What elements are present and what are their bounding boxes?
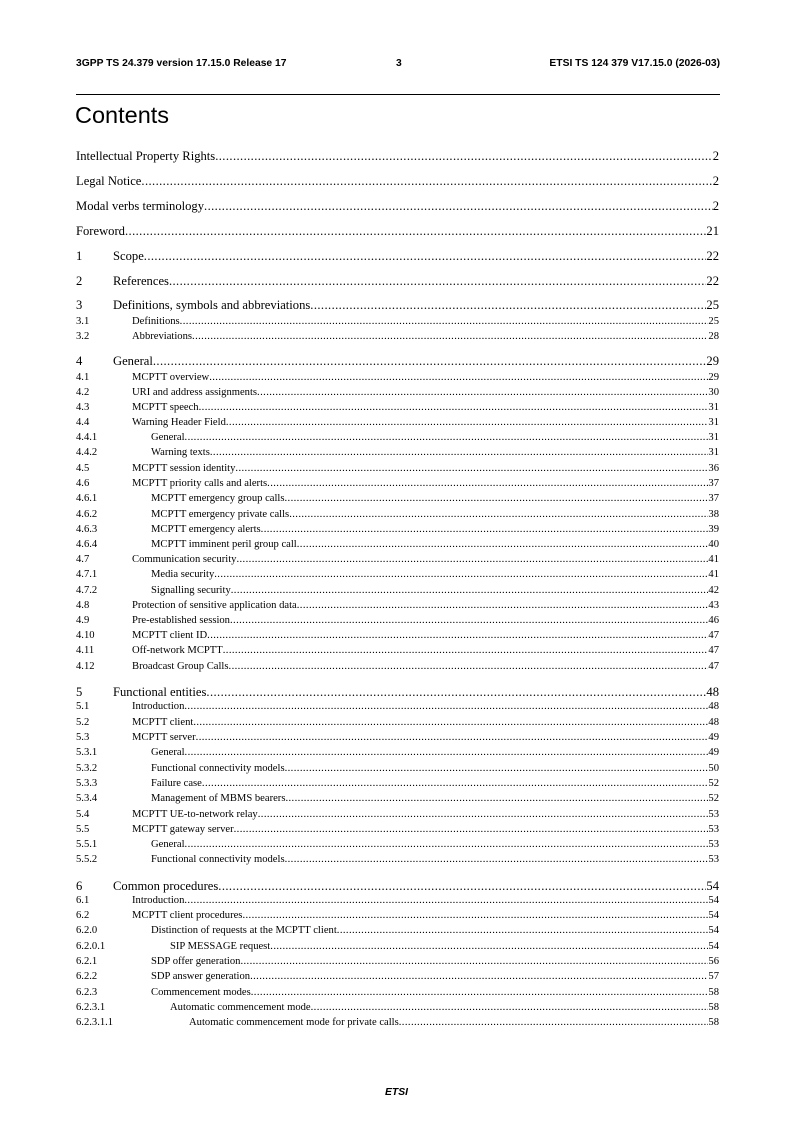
toc-entry-page: 57 [708,971,719,982]
toc-entry-number: 2 [76,274,83,288]
toc-entry-number: 5.5 [76,824,90,835]
toc-entry-number: 4.7 [76,554,90,565]
toc-dot-leader [202,777,709,791]
toc-entry-page: 39 [708,524,719,535]
toc-entry-number: 5.4 [76,809,90,820]
toc-entry-title: General [151,432,185,443]
toc-dot-leader [257,386,708,400]
header-page-number: 3 [396,58,402,69]
toc-entry[interactable] [76,523,719,537]
toc-entry-number: 6.2 [76,910,90,921]
toc-entry-page: 54 [708,910,719,921]
toc-dot-leader [231,584,709,598]
toc-entry-title: Functional entities [113,685,207,699]
toc-dot-leader [285,762,709,776]
toc-entry-number: 6.2.0.1 [76,941,106,952]
toc-entry-title: Communication security [132,554,237,565]
toc-entry-number: 5.3 [76,732,90,743]
toc-entry-title: Introduction [132,895,185,906]
toc-entry-title: URI and address assignments [132,387,258,398]
toc-entry-title: Functional connectivity models [151,854,285,865]
toc-entry[interactable] [76,330,719,344]
page-title: Contents [75,102,170,128]
toc-entry-page: 31 [708,417,719,428]
toc-entry-page: 46 [708,615,719,626]
toc-entry-number: 3 [76,298,83,312]
toc-entry-number: 6.1 [76,895,90,906]
toc-entry[interactable] [76,731,719,745]
toc-entry-page: 31 [708,402,719,413]
toc-entry[interactable] [76,762,719,776]
toc-entry-title: Signalling security [151,585,231,596]
toc-entry-number: 6.2.3.1.1 [76,1017,114,1028]
toc-entry-page: 29 [706,354,719,368]
toc-entry[interactable] [76,644,719,658]
toc-entry-number: 6.2.2 [76,971,98,982]
toc-entry-title: Automatic commencement mode [170,1002,311,1013]
toc-dot-leader [297,538,709,552]
toc-dot-leader [210,446,709,460]
toc-entry[interactable] [76,808,719,822]
toc-entry-title: MCPTT emergency group calls [151,493,285,504]
toc-entry[interactable] [76,508,719,522]
toc-entry-number: 5.2 [76,717,90,728]
toc-entry-number: 4.7.2 [76,585,98,596]
toc-entry-title: MCPTT client [132,717,194,728]
toc-dot-leader [251,986,709,1000]
toc-entry-title: MCPTT server [132,732,196,743]
toc-entry-number: 4.11 [76,645,95,656]
toc-dot-leader [226,416,709,430]
toc-entry-number: 5.3.3 [76,778,98,789]
toc-entry[interactable] [76,909,719,923]
toc-entry-title: Management of MBMS bearers [151,793,286,804]
toc-entry-title: Commencement modes [151,987,251,998]
toc-entry[interactable] [76,940,719,954]
toc-dot-leader [209,371,708,385]
toc-entry-number: 5 [76,685,83,699]
toc-entry-title: Broadcast Group Calls [132,661,229,672]
toc-entry-page: 36 [708,463,719,474]
toc-entry[interactable] [76,538,719,552]
toc-entry-page: 38 [708,509,719,520]
toc-entry-number: 6.2.0 [76,925,98,936]
toc-entry[interactable] [76,401,719,415]
toc-entry-page: 58 [708,1002,719,1013]
toc-entry-page: 31 [708,432,719,443]
toc-entry[interactable] [76,462,719,476]
toc-dot-leader [258,808,709,822]
toc-dot-leader [141,173,712,189]
toc-entry-title: MCPTT priority calls and alerts [132,478,268,489]
toc-entry-page: 54 [708,895,719,906]
toc-dot-leader [240,955,708,969]
toc-entry-title: Modal verbs terminology [76,199,205,213]
toc-entry-title: Distinction of requests at the MCPTT client [151,925,337,936]
toc-entry-title: Warning texts [151,447,210,458]
toc-entry-page: 41 [708,554,719,565]
toc-dot-leader [250,970,708,984]
toc-entry[interactable] [76,894,719,908]
toc-entry[interactable] [76,223,719,239]
toc-dot-leader [214,568,708,582]
toc-entry-number: 4.12 [76,661,95,672]
toc-entry-title: Definitions [132,316,180,327]
toc-entry[interactable] [76,492,719,506]
toc-entry-title: Abbreviations [132,331,193,342]
toc-dot-leader [399,1016,709,1030]
toc-entry-title: General [151,839,185,850]
toc-entry-page: 52 [708,793,719,804]
toc-entry-number: 6.2.3 [76,987,98,998]
toc-entry-page: 22 [706,249,719,263]
toc-entry-title: Legal Notice [76,174,142,188]
toc-entry-number: 4.8 [76,600,90,611]
toc-entry[interactable] [76,315,719,329]
toc-entry-page: 28 [708,331,719,342]
toc-entry-page: 52 [708,778,719,789]
toc-entry-page: 54 [708,941,719,952]
toc-entry-page: 47 [708,630,719,641]
toc-entry-number: 4.5 [76,463,90,474]
toc-entry-page: 29 [708,372,719,383]
toc-entry-title: References [113,274,169,288]
toc-entry-page: 40 [708,539,719,550]
toc-entry-page: 42 [708,585,719,596]
toc-entry-page: 25 [706,298,719,312]
toc-dot-leader [229,660,709,674]
toc-entry[interactable] [76,173,719,189]
toc-entry-page: 48 [706,685,719,699]
toc-entry-title: Automatic commencement mode for private calls [189,1017,399,1028]
toc-entry-title: MCPTT client ID [132,630,208,641]
toc-entry-number: 4.6.1 [76,493,98,504]
toc-entry-number: 4.10 [76,630,95,641]
toc-entry-title: Foreword [76,224,125,238]
toc-entry-title: MCPTT UE-to-network relay [132,809,258,820]
toc-entry[interactable] [76,446,719,460]
toc-entry[interactable] [76,823,719,837]
toc-entry-title: MCPTT imminent peril group call [151,539,297,550]
toc-entry-title: MCPTT emergency private calls [151,509,290,520]
toc-dot-leader [285,853,709,867]
toc-dot-leader [144,248,707,264]
toc-dot-leader [261,523,709,537]
toc-dot-leader [235,462,708,476]
toc-entry-page: 30 [708,387,719,398]
toc-entry-number: 1 [76,249,83,263]
toc-dot-leader [230,614,708,628]
toc-entry-number: 4.4 [76,417,90,428]
toc-entry[interactable] [76,660,719,674]
toc-entry[interactable] [76,148,719,164]
toc-entry[interactable] [76,584,719,598]
toc-entry-number: 4.4.2 [76,447,98,458]
toc-entry-page: 25 [708,316,719,327]
toc-entry-title: SIP MESSAGE request [170,941,271,952]
toc-entry-page: 47 [708,645,719,656]
toc-entry-title: Definitions, symbols and abbreviations [113,298,311,312]
toc-entry[interactable] [76,1001,719,1015]
toc-entry-page: 22 [706,274,719,288]
toc-entry[interactable] [76,477,719,491]
toc-dot-leader [297,599,709,613]
toc-entry-page: 58 [708,987,719,998]
toc-dot-leader [184,700,708,714]
page-footer: ETSI [385,1087,408,1098]
toc-entry-page: 43 [708,600,719,611]
toc-entry[interactable] [76,955,719,969]
toc-entry-number: 5.3.4 [76,793,98,804]
toc-entry[interactable] [76,614,719,628]
toc-entry[interactable] [76,838,719,852]
toc-entry-title: Introduction [132,701,185,712]
toc-entry[interactable] [76,853,719,867]
toc-dot-leader [218,878,706,894]
toc-entry-title: MCPTT overview [132,372,210,383]
toc-entry-page: 47 [708,661,719,672]
toc-entry-number: 4.3 [76,402,90,413]
toc-entry-page: 49 [708,747,719,758]
toc-entry-page: 2 [712,199,719,213]
toc-dot-leader [185,431,709,445]
toc-entry[interactable] [76,777,719,791]
toc-dot-leader [267,477,708,491]
toc-dot-leader [125,223,706,239]
toc-entry-title: Functional connectivity models [151,763,285,774]
toc-entry[interactable] [76,970,719,984]
toc-dot-leader [236,553,708,567]
toc-dot-leader [180,315,709,329]
toc-entry-page: 2 [712,149,719,163]
toc-entry-number: 4.1 [76,372,90,383]
toc-entry[interactable] [76,716,719,730]
toc-entry-page: 48 [708,717,719,728]
toc-entry[interactable] [76,746,719,760]
toc-entry[interactable] [76,924,719,938]
toc-dot-leader [215,148,713,164]
toc-entry-number: 4.6.4 [76,539,98,550]
toc-entry-title: MCPTT speech [132,402,199,413]
toc-dot-leader [311,1001,709,1015]
toc-entry-title: MCPTT emergency alerts [151,524,261,535]
toc-entry-title: Intellectual Property Rights [76,149,216,163]
toc-entry-number: 6.2.1 [76,956,98,967]
toc-dot-leader [184,894,708,908]
toc-entry[interactable] [76,198,719,214]
toc-dot-leader [284,492,708,506]
toc-dot-leader [169,273,706,289]
toc-dot-leader [204,198,713,214]
toc-entry-number: 5.3.1 [76,747,98,758]
toc-entry-title: SDP offer generation [151,956,241,967]
toc-entry-page: 37 [708,478,719,489]
toc-entry[interactable] [76,416,719,430]
toc-dot-leader [289,508,708,522]
toc-entry-page: 53 [708,839,719,850]
toc-entry-title: General [151,747,185,758]
toc-dot-leader [196,731,709,745]
toc-entry-page: 53 [708,824,719,835]
toc-entry-page: 49 [708,732,719,743]
toc-entry[interactable] [76,273,719,289]
toc-entry-number: 5.3.2 [76,763,98,774]
toc-entry-title: Scope [113,249,144,263]
toc-dot-leader [270,940,708,954]
toc-entry-number: 4.6.2 [76,509,98,520]
toc-entry-number: 5.5.2 [76,854,98,865]
toc-entry-page: 2 [712,174,719,188]
toc-entry-title: SDP answer generation [151,971,251,982]
toc-entry[interactable] [76,297,719,313]
toc-entry[interactable] [76,792,719,806]
toc-entry-page: 21 [706,224,719,238]
toc-entry[interactable] [76,684,719,700]
toc-entry[interactable] [76,248,719,264]
toc-entry-page: 41 [708,569,719,580]
toc-entry-number: 4.6 [76,478,90,489]
toc-entry-number: 4.6.3 [76,524,98,535]
toc-entry-number: 4.7.1 [76,569,98,580]
toc-entry-page: 53 [708,854,719,865]
toc-dot-leader [242,909,708,923]
toc-entry-title: MCPTT client procedures [132,910,243,921]
toc-dot-leader [310,297,706,313]
toc-entry-number: 3.2 [76,331,90,342]
toc-entry[interactable] [76,353,719,369]
toc-entry[interactable] [76,700,719,714]
toc-dot-leader [223,644,709,658]
toc-entry-number: 4.4.1 [76,432,98,443]
toc-dot-leader [153,353,707,369]
toc-dot-leader [192,330,708,344]
toc-entry-number: 6.2.3.1 [76,1002,106,1013]
toc-entry-page: 50 [708,763,719,774]
toc-entry[interactable] [76,599,719,613]
toc-entry[interactable] [76,553,719,567]
toc-entry-title: Warning Header Field [132,417,226,428]
toc-entry[interactable] [76,986,719,1000]
toc-entry-page: 48 [708,701,719,712]
toc-dot-leader [285,792,708,806]
toc-dot-leader [206,684,706,700]
toc-entry-title: Off-network MCPTT [132,645,223,656]
toc-dot-leader [207,629,708,643]
toc-dot-leader [337,924,709,938]
toc-entry-page: 53 [708,809,719,820]
toc-entry[interactable] [76,629,719,643]
toc-dot-leader [185,838,709,852]
toc-entry-page: 56 [708,956,719,967]
toc-entry-number: 4 [76,354,83,368]
toc-entry-number: 3.1 [76,316,90,327]
toc-entry-title: MCPTT session identity [132,463,236,474]
toc-dot-leader [193,716,708,730]
toc-entry-page: 37 [708,493,719,504]
toc-entry-title: Media security [151,569,215,580]
toc-entry-title: General [113,354,153,368]
toc-entry-page: 31 [708,447,719,458]
toc-entry-number: 5.1 [76,701,90,712]
toc-entry-page: 54 [706,879,719,893]
toc-dot-leader [185,746,709,760]
toc-entry[interactable] [76,878,719,894]
toc-dot-leader [199,401,709,415]
toc-entry-page: 58 [708,1017,719,1028]
toc-entry-title: Pre-established session [132,615,230,626]
toc-entry[interactable] [76,386,719,400]
toc-entry-number: 4.2 [76,387,90,398]
toc-entry-title: MCPTT gateway server [132,824,234,835]
header-spec-version: 3GPP TS 24.379 version 17.15.0 Release 17 [76,58,287,69]
toc-dot-leader [234,823,709,837]
toc-entry-number: 4.9 [76,615,90,626]
toc-entry[interactable] [76,431,719,445]
toc-entry-title: Protection of sensitive application data [132,600,297,611]
toc-entry-number: 6 [76,879,83,893]
toc-entry-page: 54 [708,925,719,936]
toc-entry-number: 5.5.1 [76,839,98,850]
toc-entry[interactable] [76,568,719,582]
header-etsi-reference: ETSI TS 124 379 V17.15.0 (2026-03) [549,58,720,69]
toc-entry[interactable] [76,1016,719,1030]
toc-entry[interactable] [76,371,719,385]
toc-entry-title: Common procedures [113,879,219,893]
toc-entry-title: Failure case [151,778,202,789]
